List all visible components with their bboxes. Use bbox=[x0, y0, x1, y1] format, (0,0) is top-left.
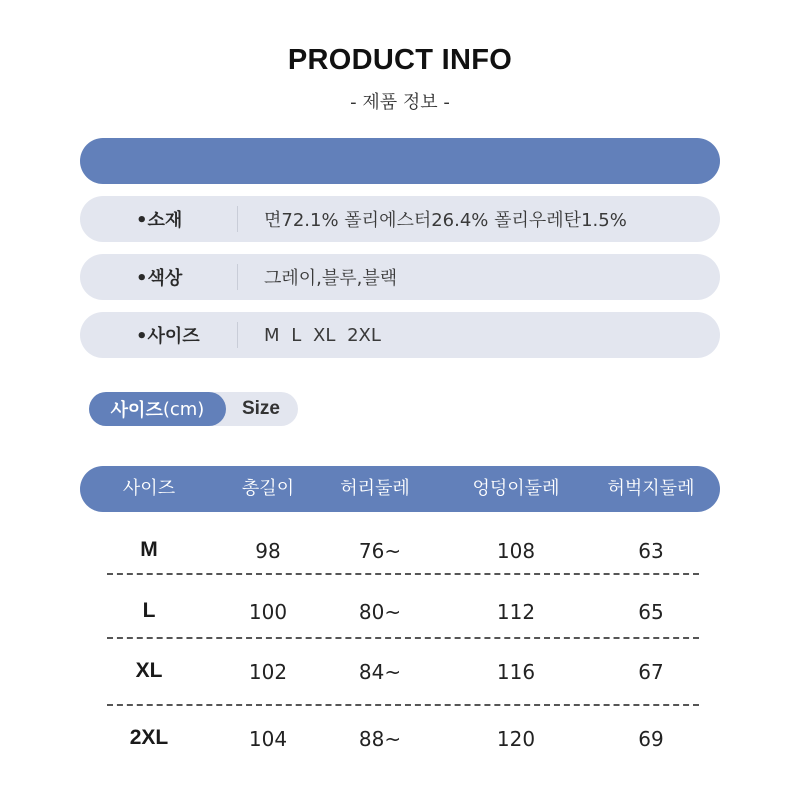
row-divider bbox=[107, 704, 699, 706]
table-cell: 84~ bbox=[358, 660, 402, 684]
column-header: 허리둘레 bbox=[340, 478, 410, 499]
table-cell: 120 bbox=[496, 727, 536, 751]
table-cell: 100 bbox=[248, 600, 288, 624]
column-header: 허벅지둘레 bbox=[607, 478, 695, 499]
table-cell: 63 bbox=[638, 539, 664, 563]
table-cell: XL bbox=[135, 659, 163, 682]
info-label: •소재 bbox=[136, 210, 183, 231]
table-cell: M bbox=[140, 538, 158, 561]
table-cell: 80~ bbox=[358, 600, 402, 624]
info-row-material bbox=[80, 196, 720, 242]
info-row-color bbox=[80, 254, 720, 300]
page-subtitle: - 제품 정보 - bbox=[350, 92, 450, 113]
table-cell: 67 bbox=[638, 660, 664, 684]
table-cell: 69 bbox=[638, 727, 664, 751]
row-divider bbox=[107, 637, 699, 639]
table-cell: 104 bbox=[248, 727, 288, 751]
table-cell: 88~ bbox=[358, 727, 402, 751]
table-cell: 102 bbox=[248, 660, 288, 684]
table-cell: 76~ bbox=[358, 539, 402, 563]
column-header: 총길이 bbox=[241, 478, 295, 499]
tab-size-cm[interactable] bbox=[89, 392, 226, 426]
row-divider bbox=[107, 573, 699, 575]
table-cell: 2XL bbox=[129, 726, 169, 749]
info-label: •사이즈 bbox=[136, 326, 200, 347]
info-label: •색상 bbox=[136, 268, 183, 289]
table-cell: L bbox=[142, 599, 156, 622]
table-cell: 65 bbox=[638, 600, 664, 624]
size-unit-toggle bbox=[89, 392, 298, 426]
table-cell: 108 bbox=[496, 539, 536, 563]
page-title: PRODUCT INFO bbox=[287, 44, 513, 76]
size-table-header bbox=[80, 466, 720, 512]
column-header: 사이즈 bbox=[122, 478, 176, 499]
info-value: 그레이,블루,블랙 bbox=[264, 268, 398, 289]
tab-size[interactable]: Size bbox=[241, 398, 281, 419]
table-cell: 98 bbox=[255, 539, 281, 563]
info-row-size bbox=[80, 312, 720, 358]
info-value: 면72.1% 폴리에스터26.4% 폴리우레탄1.5% bbox=[264, 210, 627, 231]
tab-label: 사이즈 bbox=[110, 400, 163, 421]
column-header: 엉덩이둘레 bbox=[472, 478, 560, 499]
tab-unit: (cm) bbox=[162, 398, 205, 420]
table-cell: 112 bbox=[496, 600, 536, 624]
info-value: M L XL 2XL bbox=[264, 324, 381, 346]
info-header-bar bbox=[80, 138, 720, 184]
table-cell: 116 bbox=[496, 660, 536, 684]
